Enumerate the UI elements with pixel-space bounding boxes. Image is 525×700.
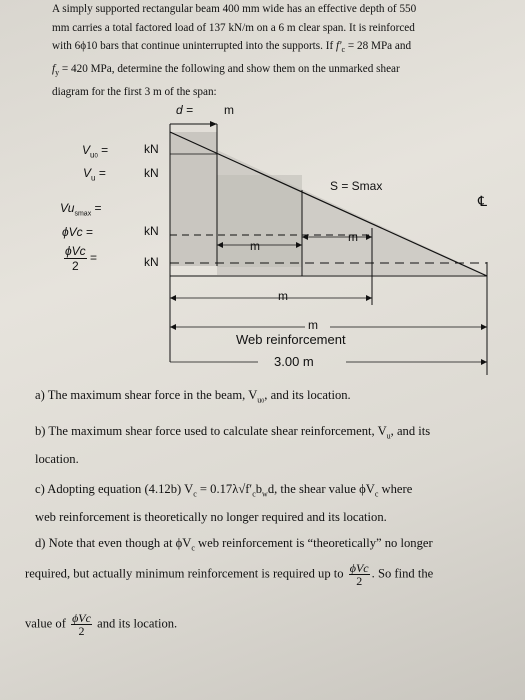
vuo-label: $V_{u0}$ = bbox=[82, 143, 109, 160]
intro-line-3: with 6ϕ10 bars that continue uninterrupted into the supports. If $f'_c = 28$ MPa and bbox=[52, 40, 412, 55]
intro-line-4: $f_y = 420$ MPa, determine the following and show them on the unmarked shear bbox=[52, 63, 400, 78]
d-fraction: $\frac{\text{ϕVc}}{2}$ bbox=[349, 561, 369, 588]
web-arrow-left bbox=[170, 324, 176, 330]
intro-line-5: diagram for the first 3 m of the span: bbox=[52, 85, 217, 98]
question-b: b) The maximum shear force used to calculate shear reinforcement, $V_u$, and its location. bbox=[35, 424, 431, 466]
m-lower-arrow-left bbox=[170, 295, 176, 301]
vu-label: $V_u$ = bbox=[83, 166, 106, 183]
vu-unit: kN bbox=[144, 166, 159, 180]
question-c: c) Adopting equation (4.12b) $V_c = 0.17\lambda√f'_cb_wd$, the shear value $\phi V_c$ where web reinforcement is theoretically no longer required and its location. bbox=[35, 482, 413, 524]
intro-line-2: mm carries a total factored load of 137 kN/m on a 6 m clear span. It is reinforced bbox=[52, 21, 415, 34]
phivc-label: ϕVc = bbox=[62, 225, 94, 239]
question-d-line3: value of $\frac{\text{ϕVc}}{2}$ and its location. bbox=[25, 611, 178, 638]
m-lower-label: m bbox=[278, 289, 288, 303]
question-d: d) Note that even though at $\phi V_c$ web reinforcement is “theoretically” no longer bbox=[35, 536, 433, 553]
web-zone-shading bbox=[217, 175, 302, 267]
value-fraction: $\frac{\text{ϕVc}}{2}$ bbox=[72, 611, 91, 638]
m-mid1-label: m bbox=[250, 239, 260, 253]
question-a: a) The maximum shear force in the beam, $V_{u0}$, and its location. bbox=[35, 388, 351, 405]
web-reinforcement-label: Web reinforcement bbox=[236, 332, 346, 347]
span-arrow-right bbox=[481, 359, 487, 365]
d-label: d = bbox=[176, 103, 194, 117]
d-region-shading bbox=[170, 132, 217, 266]
phivc-unit: kN bbox=[144, 224, 159, 238]
intro-line-1: A simply supported rectangular beam 400 mm wide has an effective depth of 550 bbox=[52, 3, 417, 15]
half-phivc-label: $\frac{\text{ϕVc}}{2}$ = bbox=[65, 244, 98, 273]
m-lower-arrow-right bbox=[366, 295, 372, 301]
smax-label: S = Smax bbox=[330, 179, 383, 193]
web-arrow-right bbox=[481, 324, 487, 330]
m-top-label: m bbox=[224, 103, 234, 117]
m-web-label: m bbox=[308, 318, 318, 332]
vuo-unit: kN bbox=[144, 142, 159, 156]
d-arrowhead bbox=[210, 121, 217, 127]
vu-smax-label: $Vu_{smax}$ = bbox=[60, 201, 102, 218]
shear-diagram bbox=[0, 100, 525, 385]
m-mid2-label: m bbox=[348, 230, 358, 244]
question-d-line2: required, but actually minimum reinforcement is required up to $\frac{\text{ϕVc}}{2}$ . So find the bbox=[25, 561, 434, 588]
problem-statement bbox=[52, 0, 492, 101]
half-phivc-unit: kN bbox=[144, 255, 159, 269]
span-label: 3.00 m bbox=[274, 354, 314, 369]
centerline-symbol: ℄ bbox=[478, 193, 487, 209]
